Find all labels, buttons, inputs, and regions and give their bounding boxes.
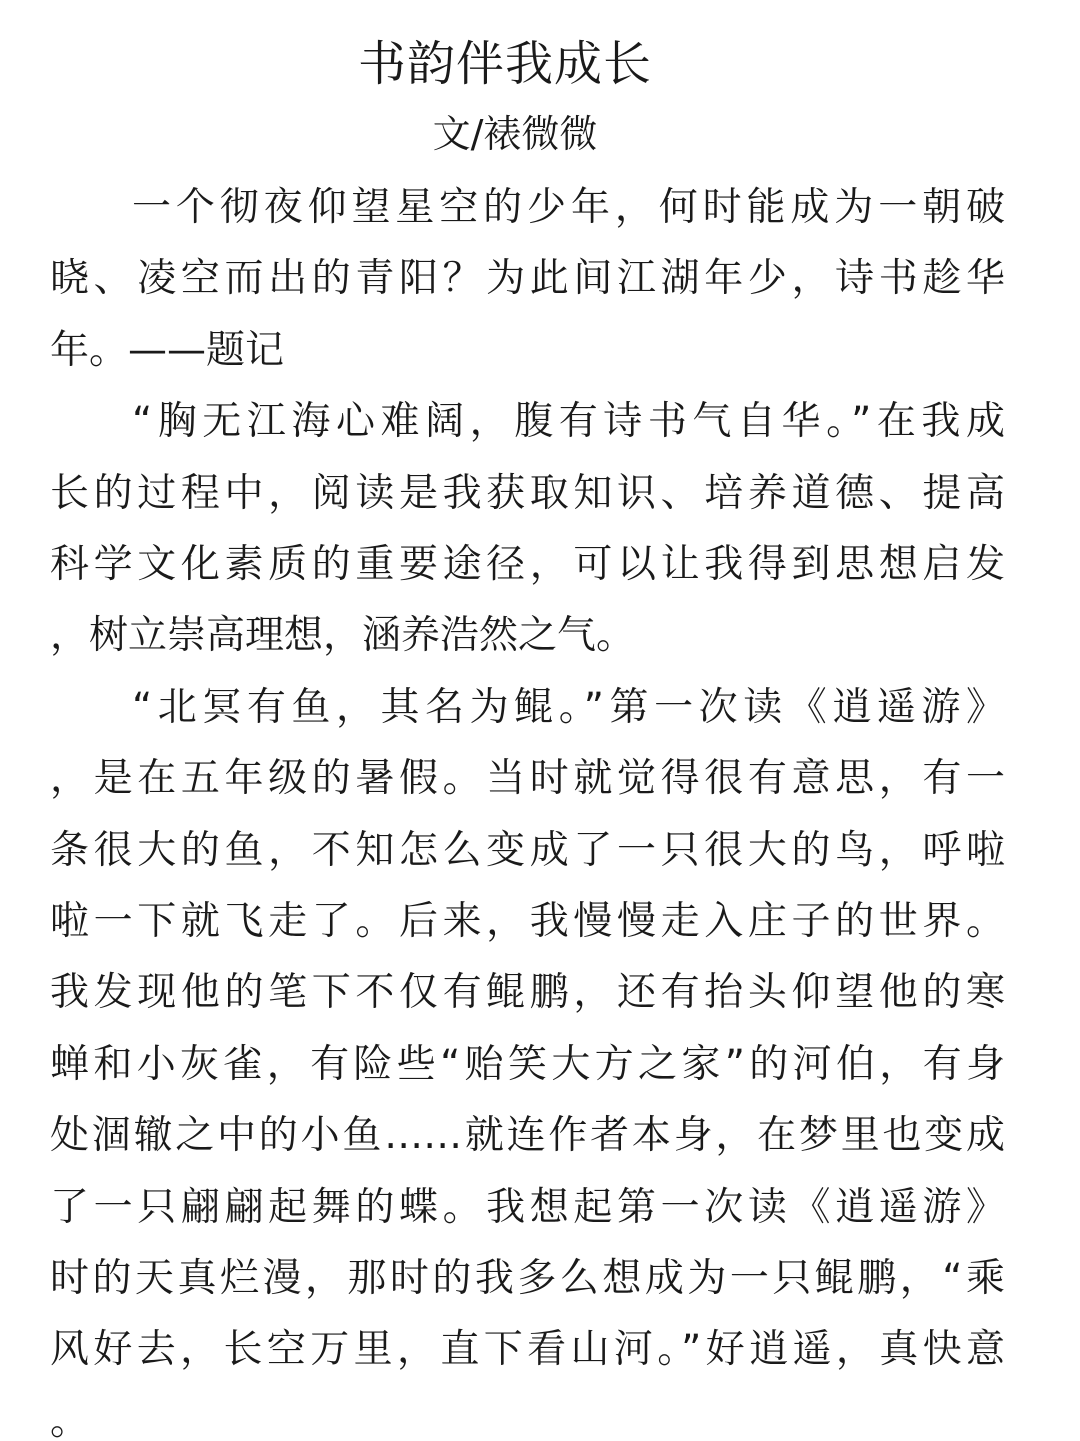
text-line: ，树立崇高理想，涵养浩然之气。 <box>50 613 636 659</box>
text-line: “北冥有鱼，其名为鲲。”第一次读《逍遥游》 <box>132 684 1005 730</box>
text-line: ，是在五年级的暑假。当时就觉得很有意思，有一 <box>50 756 1005 802</box>
text-line: 了一只翩翩起舞的蝶。我想起第一次读《逍遥游》 <box>50 1184 1005 1230</box>
text-line: 条很大的鱼，不知怎么变成了一只很大的鸟，呼啦 <box>50 827 1005 873</box>
document-author: 文/裱微微 <box>432 112 598 156</box>
text-line: 年。——题记 <box>50 327 285 373</box>
text-line: 一个彻夜仰望星空的少年，何时能成为一朝破 <box>132 185 1005 230</box>
text-line: 风好去，长空万里，直下看山河。”好逍遥，真快意 <box>50 1327 1005 1373</box>
text-line: 时的天真烂漫，那时的我多么想成为一只鲲鹏，“乘 <box>50 1256 1005 1301</box>
text-line: 蝉和小灰雀，有险些“贻笑大方之家”的河伯，有身 <box>50 1041 1005 1087</box>
text-line: “胸无江海心难阔，腹有诗书气自华。”在我成 <box>132 399 1005 445</box>
text-line: 晓、凌空而出的青阳？为此间江湖年少，诗书趁华 <box>50 256 1005 302</box>
document-title: 书韵伴我成长 <box>357 36 652 92</box>
text-line: 啦一下就飞走了。后来，我慢慢走入庄子的世界。 <box>50 899 1005 944</box>
text-line: 处涸辙之中的小鱼……就连作者本身，在梦里也变成 <box>50 1113 1005 1159</box>
text-line: 。 <box>50 1398 90 1441</box>
text-line: 我发现他的笔下不仅有鲲鹏，还有抬头仰望他的寒 <box>50 970 1005 1016</box>
text-line: 长的过程中，阅读是我获取知识、培养道德、提高 <box>50 470 1005 516</box>
text-line: 科学文化素质的重要途径，可以让我得到思想启发 <box>50 542 1005 587</box>
